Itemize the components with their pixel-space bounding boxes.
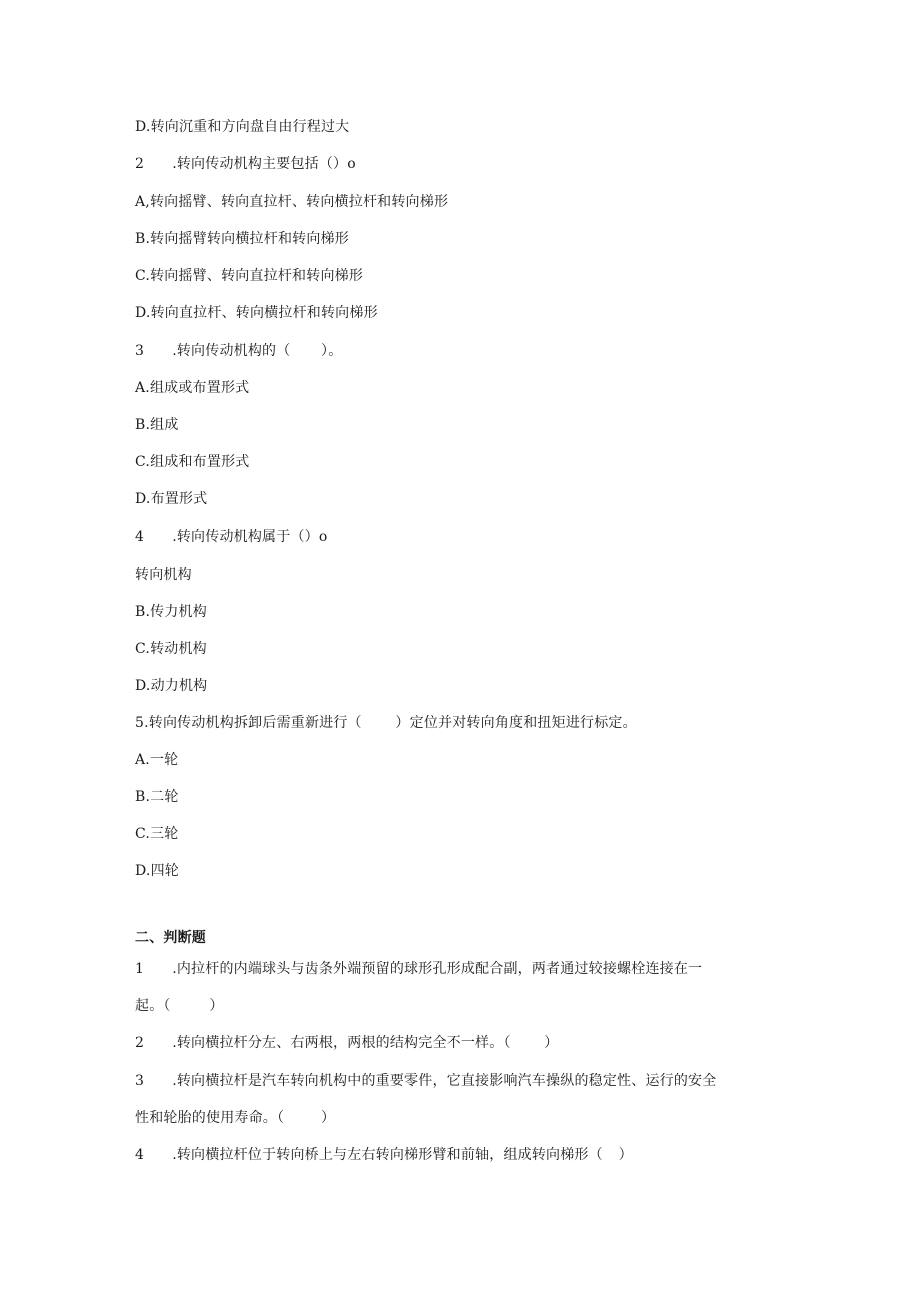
judgment-1-line-2: 起。（ ）	[135, 998, 224, 1014]
option-a-q3: A.组成或布置形式	[135, 380, 250, 396]
option-b-q3: B.组成	[135, 417, 179, 433]
option-b-q5: B.二轮	[135, 789, 179, 805]
option-c-q5: C.三轮	[135, 826, 179, 842]
section-heading-judgment: 二、判断题	[135, 930, 206, 946]
question-2: 2 .转向传动机构主要包括（）o	[135, 156, 356, 172]
option-d-q1: D.转向沉重和方向盘自由行程过大	[135, 119, 350, 135]
option-a-q4: 转向机构	[135, 567, 192, 583]
option-c-q4: C.转动机构	[135, 641, 207, 657]
judgment-4: 4 .转向横拉杆位于转向桥上与左右转向梯形臂和前轴，组成转向梯形（ ）	[135, 1147, 633, 1163]
option-c-q3: C.组成和布置形式	[135, 454, 250, 470]
option-c-q2: C.转向摇臂、转向直拉杆和转向梯形	[135, 268, 364, 284]
question-5: 5.转向传动机构拆卸后需重新进行（ ）定位并对转向角度和扭矩进行标定。	[135, 715, 637, 731]
option-a-q2: A,转向摇臂、转向直拉杆、转向横拉杆和转向梯形	[135, 194, 449, 210]
judgment-1-line-1: 1 .内拉杆的内端球头与齿条外端预留的球形孔形成配合副，两者通过较接螺栓连接在一	[135, 961, 703, 977]
option-d-q4: D.动力机构	[135, 678, 208, 694]
option-d-q2: D.转向直拉杆、转向横拉杆和转向梯形	[135, 305, 378, 321]
question-4: 4 .转向传动机构属于（）o	[135, 529, 328, 545]
judgment-3-line-1: 3 .转向横拉杆是汽车转向机构中的重要零件，它直接影响汽车操纵的稳定性、运行的安全	[135, 1073, 717, 1089]
judgment-2: 2 .转向横拉杆分左、右两根，两根的结构完全不一样。（ ）	[135, 1035, 559, 1051]
option-d-q3: D.布置形式	[135, 491, 208, 507]
judgment-3-line-2: 性和轮胎的使用寿命。（ ）	[135, 1110, 336, 1126]
option-d-q5: D.四轮	[135, 863, 179, 879]
option-b-q4: B.传力机构	[135, 604, 207, 620]
option-b-q2: B.转向摇臂转向横拉杆和转向梯形	[135, 231, 349, 247]
question-3: 3 .转向传动机构的（ ）。	[135, 343, 343, 359]
option-a-q5: A.一轮	[135, 752, 179, 768]
